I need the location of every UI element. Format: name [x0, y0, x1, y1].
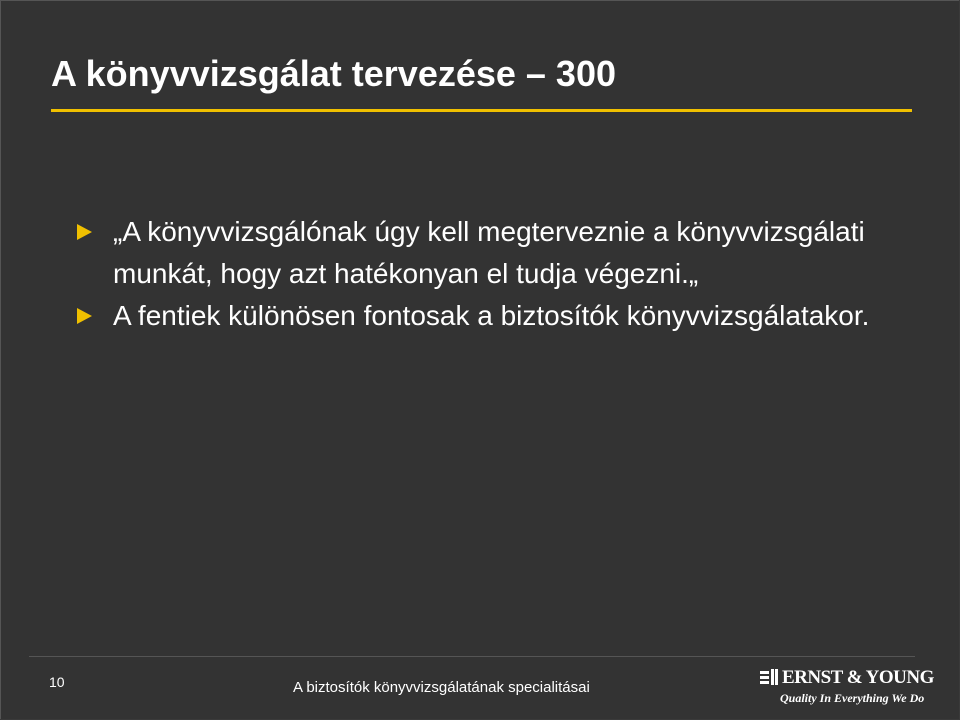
bullet-arrow-icon — [77, 224, 92, 240]
ernst-young-logo — [758, 667, 934, 711]
page-number: 10 — [49, 674, 65, 690]
ernst-young-bars-icon — [760, 669, 780, 689]
bullet-item — [77, 211, 897, 295]
logo-name: ERNST & YOUNG — [782, 667, 934, 688]
slide-title: A könyvvizsgálat tervezése – 300 — [51, 53, 616, 94]
logo-tagline: Quality In Everything We Do — [780, 691, 925, 705]
bullet-text: „A könyvvizsgálónak úgy kell megterveznie a könyvvizsgálati munkát, hogy azt hatékonyan el tudja végezni.„ — [113, 216, 865, 289]
bullet-arrow-icon — [77, 308, 92, 324]
bullet-item — [77, 295, 897, 337]
footer-divider — [29, 656, 915, 657]
bullet-list — [77, 211, 897, 337]
footer-text: A biztosítók könyvvizsgálatának specialitásai — [293, 679, 590, 696]
bullet-text: A fentiek különösen fontosak a biztosítók könyvvizsgálatakor. — [113, 300, 870, 331]
title-underline — [51, 109, 912, 112]
